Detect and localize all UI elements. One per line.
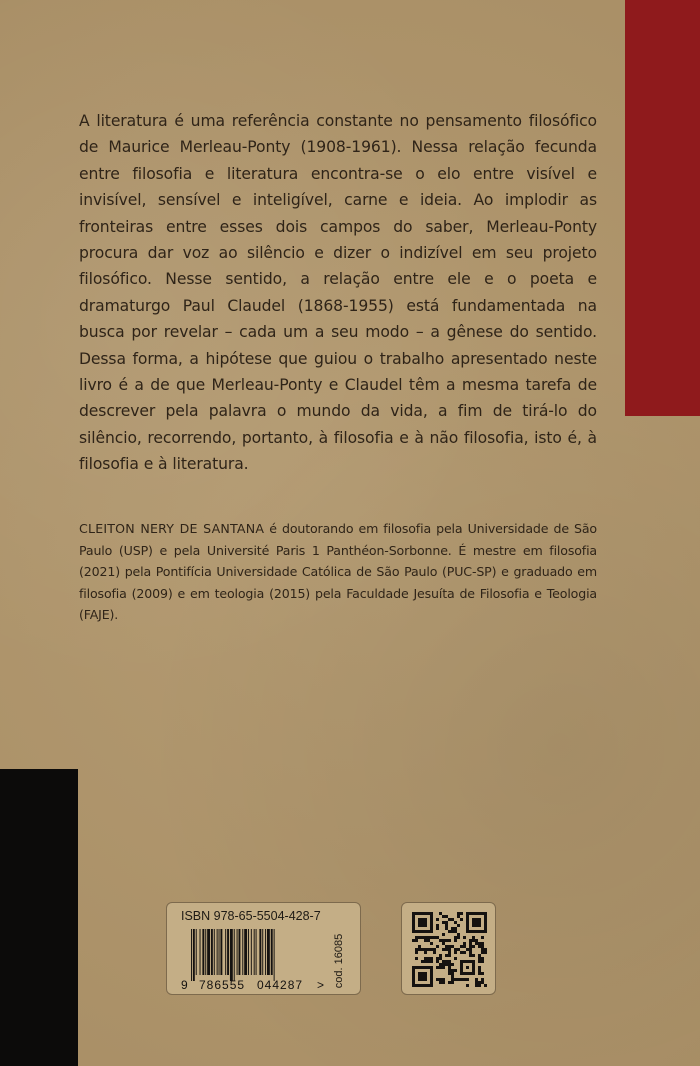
qr-module: [448, 939, 451, 942]
qr-module: [451, 969, 454, 972]
qr-module: [475, 942, 478, 945]
qr-module: [448, 954, 451, 957]
qr-module: [481, 948, 484, 951]
barcode-bar: [248, 929, 249, 975]
red-accent-band: [625, 0, 700, 416]
qr-module: [436, 957, 439, 960]
barcode-bar: [239, 929, 241, 975]
qr-module: [466, 930, 487, 933]
qr-module: [445, 927, 448, 930]
qr-module: [484, 984, 487, 987]
qr-module: [424, 948, 427, 951]
qr-module: [427, 960, 430, 963]
qr-module: [436, 966, 439, 969]
author-bio-text: é doutorando em filosofia pela Universidade de São Paulo (USP) e pela Université Paris 1 Panthéon-Sorbonne. É mestre em filosofia (2021) pela Pontifícia Universidade Católica de São Paulo (PUC-SP) e graduado em filosofia (2009) e em teologia (2015) pela Faculdade Jesuíta de Filosofia e Teologia (FAJE).: [79, 521, 597, 623]
qr-module: [442, 960, 445, 963]
qr-module: [412, 930, 433, 933]
barcode-bar: [271, 929, 273, 975]
qr-module: [427, 957, 430, 960]
barcode-bar: [242, 929, 243, 975]
qr-module: [478, 981, 481, 984]
qr-module: [481, 951, 484, 954]
qr-module: [469, 954, 472, 957]
qr-module: [475, 981, 478, 984]
qr-module: [430, 957, 433, 960]
qr-module: [457, 912, 460, 915]
qr-module: [469, 948, 472, 951]
qr-module: [478, 957, 481, 960]
qr-module: [424, 936, 427, 939]
qr-module: [412, 966, 433, 969]
barcode-bar: [220, 929, 222, 975]
qr-module: [463, 978, 466, 981]
qr-module: [451, 978, 454, 981]
qr-module: [433, 948, 436, 951]
qr-module: [451, 963, 454, 966]
black-accent-band: [0, 769, 78, 1066]
qr-module: [439, 954, 442, 957]
qr-module: [442, 915, 445, 918]
qr-module: [451, 981, 454, 984]
qr-module: [475, 978, 478, 981]
qr-module: [412, 969, 415, 984]
barcode-bar: [234, 929, 235, 981]
qr-module: [460, 912, 463, 915]
qr-module: [454, 951, 457, 954]
qr-module: [454, 927, 457, 930]
qr-module: [469, 945, 472, 948]
barcode-bar: [191, 929, 192, 981]
qr-module: [418, 918, 427, 927]
author-name: CLEITON NERY DE SANTANA: [79, 521, 265, 536]
qr-module: [451, 945, 454, 948]
qr-module: [442, 933, 445, 936]
barcode-bar: [196, 929, 197, 975]
qr-module: [427, 936, 430, 939]
qr-module: [412, 984, 433, 987]
qr-module: [481, 960, 484, 963]
qr-module: [460, 972, 475, 975]
qr-module: [475, 984, 478, 987]
qr-module: [481, 981, 484, 984]
qr-module: [421, 948, 424, 951]
qr-module: [430, 969, 433, 984]
qr-module: [415, 939, 418, 942]
qr-module: [412, 939, 415, 942]
qr-module: [472, 945, 475, 948]
qr-module: [481, 957, 484, 960]
qr-module: [421, 960, 424, 963]
qr-module: [436, 960, 439, 963]
qr-module: [481, 936, 484, 939]
qr-module: [481, 945, 484, 948]
qr-module: [442, 963, 445, 966]
qr-module: [445, 960, 448, 963]
barcode-bar: [200, 929, 201, 975]
qr-module: [460, 945, 463, 948]
qr-module: [424, 957, 427, 960]
qr-module: [481, 972, 484, 975]
barcode-bar: [237, 929, 238, 975]
qr-module: [454, 948, 457, 951]
barcode-bar: [202, 929, 204, 975]
qr-module: [472, 954, 475, 957]
qr-module: [451, 975, 454, 978]
barcode-bar: [259, 929, 261, 975]
qr-module: [448, 966, 451, 969]
barcode-digits-left: 786555: [199, 978, 246, 991]
qr-module: [439, 957, 442, 960]
qr-module: [445, 948, 448, 951]
qr-module: [460, 951, 463, 954]
qr-module: [463, 942, 466, 945]
qr-module: [433, 936, 436, 939]
qr-module: [445, 945, 448, 948]
qr-module: [421, 936, 424, 939]
qr-module: [439, 981, 442, 984]
qr-module: [418, 972, 427, 981]
qr-module: [427, 939, 430, 942]
qr-module: [430, 942, 433, 945]
qr-module: [460, 918, 463, 921]
cod-label: cod. 16085: [333, 933, 345, 989]
barcode-bar: [256, 929, 257, 975]
qr-module: [484, 915, 487, 930]
qr-module: [412, 915, 415, 930]
qr-module: [454, 921, 457, 924]
qr-module: [457, 978, 460, 981]
qr-module: [442, 948, 445, 951]
qr-module: [451, 927, 454, 930]
qr-module: [442, 942, 445, 945]
barcode-bar: [205, 929, 206, 975]
isbn-label: ISBN 978-65-5504-428-7: [181, 909, 321, 923]
qr-module: [430, 936, 433, 939]
qr-module: [469, 939, 472, 942]
qr-module: [418, 948, 421, 951]
qr-module: [436, 978, 439, 981]
qr-module: [481, 978, 484, 981]
qr-module: [457, 933, 460, 936]
qr-module: [445, 915, 448, 918]
qr-module: [472, 963, 475, 972]
barcode-arrow: >: [317, 978, 325, 991]
barcode-bar: [193, 929, 195, 981]
qr-module: [412, 912, 433, 915]
qr-module: [430, 960, 433, 963]
qr-module: [436, 945, 439, 948]
barcode-bar: [225, 929, 226, 975]
barcode-icon: [177, 927, 327, 991]
qr-module: [478, 966, 481, 969]
barcode-bar: [254, 929, 255, 975]
qr-module: [451, 930, 454, 933]
barcode-bar: [211, 929, 213, 975]
qr-module: [448, 972, 451, 975]
qr-module: [472, 936, 475, 939]
qr-module: [430, 948, 433, 951]
qr-module: [457, 915, 460, 918]
barcode-bar: [219, 929, 220, 975]
qr-module: [460, 978, 463, 981]
qr-module: [454, 930, 457, 933]
qr-module: [466, 984, 469, 987]
isbn-barcode-box: [166, 902, 361, 995]
qr-module: [448, 948, 451, 951]
qr-module: [433, 951, 436, 954]
qr-module: [460, 960, 475, 963]
qr-module: [424, 951, 427, 954]
qr-module: [442, 978, 445, 981]
qr-module: [469, 951, 472, 954]
qr-module: [463, 936, 466, 939]
barcode-bar: [251, 929, 252, 975]
qr-code-box: [401, 902, 496, 995]
qr-module: [439, 978, 442, 981]
qr-module: [448, 945, 451, 948]
qr-module: [448, 930, 451, 933]
qr-module: [436, 924, 439, 927]
qr-module: [478, 954, 481, 957]
qr-module: [445, 921, 448, 924]
qr-module: [430, 915, 433, 930]
qr-module: [415, 951, 418, 954]
qr-code-icon: [412, 912, 487, 987]
barcode-bar: [262, 929, 263, 975]
qr-module: [454, 978, 457, 981]
qr-module: [448, 918, 451, 921]
qr-module: [448, 951, 451, 954]
qr-module: [439, 939, 442, 942]
barcode-bar: [267, 929, 270, 975]
qr-module: [469, 942, 472, 945]
qr-module: [445, 924, 448, 927]
barcode-bar: [207, 929, 210, 975]
barcode-bar: [227, 929, 229, 975]
barcode-bar: [265, 929, 266, 975]
qr-module: [466, 912, 487, 915]
qr-module: [415, 948, 418, 951]
qr-module: [454, 936, 457, 939]
barcode-bar: [230, 929, 233, 981]
barcode-bar: [244, 929, 247, 975]
qr-module: [478, 945, 481, 948]
qr-module: [436, 936, 439, 939]
qr-module: [439, 912, 442, 915]
barcode-digits-right: 044287: [257, 978, 304, 991]
qr-module: [439, 963, 442, 966]
qr-module: [451, 918, 454, 921]
qr-module: [478, 984, 481, 987]
qr-module: [481, 942, 484, 945]
barcode-bar: [214, 929, 215, 975]
qr-module: [472, 918, 481, 927]
qr-module: [439, 966, 442, 969]
qr-module: [427, 948, 430, 951]
qr-module: [418, 936, 421, 939]
qr-module: [478, 969, 481, 972]
qr-module: [424, 960, 427, 963]
barcode-bar: [217, 929, 218, 975]
qr-module: [448, 969, 451, 972]
book-synopsis: A literatura é uma referência constante no pensamento filosófico de Maurice Merleau-Ponty (1908-1961). Nessa relação fecunda entre filosofia e literatura encontra-se o elo entre visível e invisível, sensível e inteligível, carne e ideia. Ao implodir as fronteiras entre esses dois campos do saber, Merleau-Ponty procura dar voz ao silêncio e dizer o indizível em seu projeto filosófico. Nesse sentido, a relação entre ele e o poeta e dramaturgo Paul Claudel (1868-1955) está fundamentada na busca por revelar – cada um a seu modo – a gênese do sentido. Dessa forma, a hipótese que guiou o trabalho apresentado neste livro é a de que Merleau-Ponty e Claudel têm a mesma tarefa de descrever pela palavra o mundo da vida, a fim de tirá-lo do silêncio, recorrendo, portanto, à filosofia e à não filosofia, isto é, à filosofia e à literatura.: [79, 112, 597, 474]
qr-module: [448, 981, 451, 984]
qr-module: [484, 948, 487, 951]
qr-module: [454, 969, 457, 972]
qr-module: [466, 948, 469, 951]
qr-module: [463, 951, 466, 954]
qr-module: [445, 963, 448, 966]
qr-module: [442, 939, 445, 942]
qr-module: [454, 939, 457, 942]
qr-module: [448, 963, 451, 966]
qr-module: [478, 942, 481, 945]
qr-module: [457, 948, 460, 951]
qr-module: [475, 939, 478, 942]
qr-module: [451, 972, 454, 975]
qr-module: [418, 945, 421, 948]
qr-module: [466, 966, 469, 969]
qr-module: [478, 960, 481, 963]
qr-module: [415, 957, 418, 960]
qr-module: [442, 981, 445, 984]
qr-module: [472, 939, 475, 942]
qr-module: [424, 939, 427, 942]
qr-module: [445, 954, 448, 957]
qr-module: [484, 951, 487, 954]
qr-module: [436, 927, 439, 930]
qr-module: [454, 957, 457, 960]
qr-module: [466, 978, 469, 981]
qr-module: [466, 915, 469, 930]
qr-module: [448, 960, 451, 963]
qr-module: [436, 918, 439, 921]
author-bio: [79, 518, 597, 626]
barcode-digit-first: 9: [181, 978, 188, 991]
qr-module: [445, 939, 448, 942]
qr-module: [442, 966, 445, 969]
qr-module: [457, 924, 460, 927]
qr-module: [478, 972, 481, 975]
qr-module: [460, 963, 463, 972]
barcode-bar: [274, 929, 275, 981]
qr-module: [442, 921, 445, 924]
qr-module: [457, 936, 460, 939]
qr-module: [463, 945, 466, 948]
qr-module: [415, 936, 418, 939]
